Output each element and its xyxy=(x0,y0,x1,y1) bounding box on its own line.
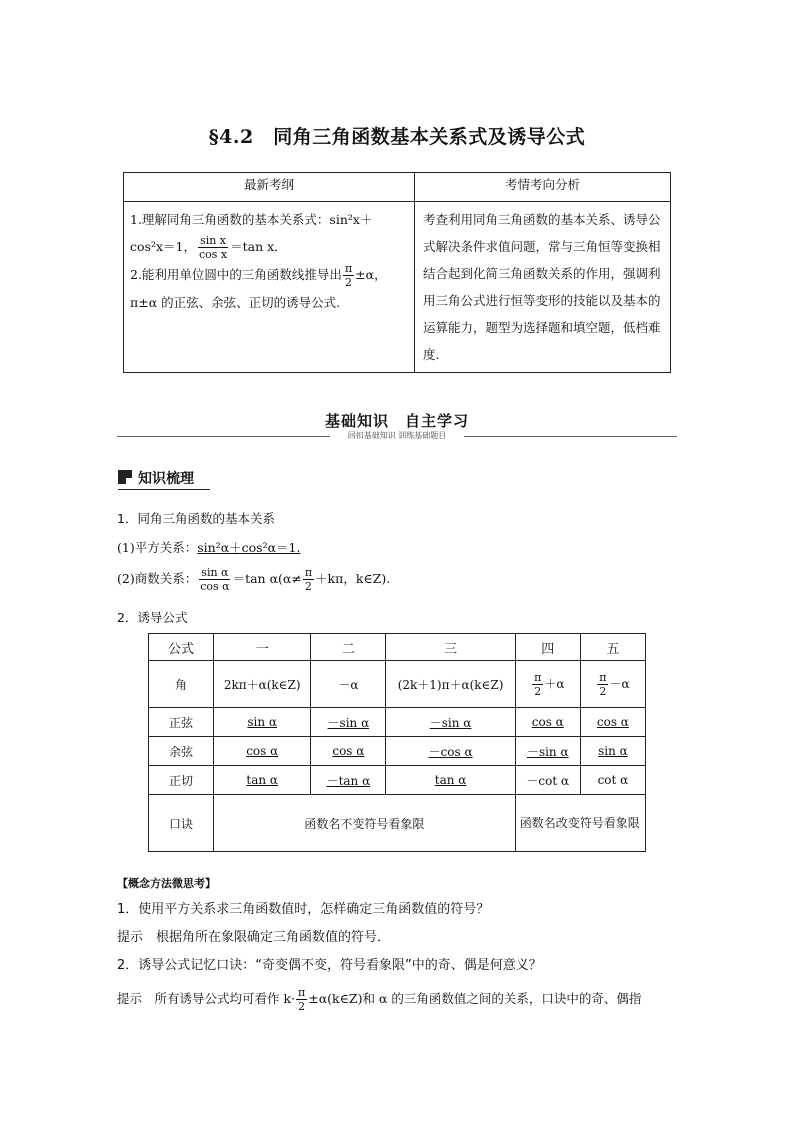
angle-cell: －α xyxy=(311,661,386,708)
value-cell: －cot α xyxy=(515,766,580,795)
value-cell: －cos α xyxy=(386,737,515,766)
knowledge-underline xyxy=(118,489,210,490)
value-cell: sin α xyxy=(214,708,311,737)
outline-right-cell: 考查利用同角三角函数的基本关系、诱导公式解决条件求值问题，常与三角恒等变换相结合起到化简三角函数关系的作用，强调利用三角公式进行恒等变形的技能以及基本的运算能力，题型为选择题和填空题，低档难度. xyxy=(415,202,671,373)
header-cell: 四 xyxy=(515,634,580,661)
row-label: 角 xyxy=(149,661,214,708)
row-label: 口诀 xyxy=(149,795,214,852)
answer-2: 提示 所有诱导公式均可看作 k· $\frac{\pi}{2}$ ±α(k∈Z)和 α 的三角函数值之间的关系，口诀中的奇、偶指 xyxy=(117,986,642,1013)
section-subtitle: 回扣基础知识 训练基础题目 xyxy=(330,430,464,441)
mnemonic-right: 函数名改变符号看象限 xyxy=(515,795,645,852)
outline-left-line1: 1.理解同角三角函数的基本关系式：sin²x＋ xyxy=(130,212,373,227)
angle-cell: 2kπ＋α(k∈Z) xyxy=(214,661,311,708)
outline-left-cell xyxy=(124,202,415,373)
header-cell: 公式 xyxy=(149,634,214,661)
answer-1: 提示 根据角所在象限确定三角函数值的符号． xyxy=(117,930,391,945)
value-cell: －sin α xyxy=(515,737,580,766)
value-cell: cos α xyxy=(311,737,386,766)
angle-cell: $\frac{\pi}{2}$ －α xyxy=(580,661,645,708)
fraction: $\frac{\pi}{2}$ xyxy=(298,986,306,1013)
value-cell: －sin α xyxy=(386,708,515,737)
angle-cell: $\frac{\pi}{2}$ ＋α xyxy=(515,661,580,708)
page-title: §4.2 同角三角函数基本关系式及诱导公式 xyxy=(208,126,586,148)
outline-left-line3: 2.能利用单位圆中的三角函数线推导出 $\frac{\pi}{2}$ ±α， xyxy=(130,262,387,289)
fraction: $\frac{\pi}{2}$ xyxy=(344,262,353,289)
mnemonic-left: 函数名不变符号看象限 xyxy=(214,795,516,852)
header-cell: 二 xyxy=(311,634,386,661)
value-cell: cos α xyxy=(515,708,580,737)
think-title: 【概念方法微思考】 xyxy=(117,877,216,890)
outline-left-header: 最新考纲 xyxy=(124,173,415,202)
section-square-icon xyxy=(118,470,132,484)
knowledge-title: 知识梳理 xyxy=(138,471,194,487)
outline-left-line2: cos²x＝1， $\frac{\text{sin x}}{\text{cos x}}$ ＝tan x． xyxy=(130,234,287,261)
fraction: $\frac{\text{sin x}}{\text{cos x}}$ xyxy=(198,234,228,261)
item1-1: (1)平方关系：sin²α＋cos²α＝1. xyxy=(117,540,301,555)
item1-title: 1．同角三角函数的基本关系 xyxy=(117,511,275,526)
value-cell: －tan α xyxy=(311,766,386,795)
exam-outline-table xyxy=(123,172,671,373)
value-cell: cos α xyxy=(214,737,311,766)
row-label: 正切 xyxy=(149,766,214,795)
header-cell: 一 xyxy=(214,634,311,661)
value-cell: cot α xyxy=(580,766,645,795)
value-cell: tan α xyxy=(214,766,311,795)
value-cell: sin α xyxy=(580,737,645,766)
header-cell: 五 xyxy=(580,634,645,661)
square-relation: sin²α＋cos²α＝1. xyxy=(197,540,301,555)
value-cell: tan α xyxy=(386,766,515,795)
angle-cell: (2k＋1)π＋α(k∈Z) xyxy=(386,661,515,708)
section-heading: 基础知识 自主学习 xyxy=(324,412,469,430)
question-1: 1．使用平方关系求三角函数值时，怎样确定三角函数值的符号？ xyxy=(117,902,490,917)
item2-title: 2．诱导公式 xyxy=(117,610,188,625)
value-cell: cos α xyxy=(580,708,645,737)
question-2: 2．诱导公式记忆口诀：“奇变偶不变，符号看象限”中的奇、偶是何意义？ xyxy=(117,958,542,973)
row-label: 正弦 xyxy=(149,708,214,737)
value-cell: －sin α xyxy=(311,708,386,737)
item1-2: (2)商数关系： $\frac{\text{sin α}}{\text{cos α}}$ ＝tan α(α≠ $\frac{\pi}{2}$ ＋kπ，k∈Z). xyxy=(117,566,391,593)
header-cell: 三 xyxy=(386,634,515,661)
outline-right-header: 考情考向分析 xyxy=(415,173,671,202)
outline-left-line4: π±α 的正弦、余弦、正切的诱导公式. xyxy=(130,295,341,310)
fraction: $\frac{\pi}{2}$ xyxy=(304,566,313,593)
induction-formula-table xyxy=(148,633,646,852)
row-label: 余弦 xyxy=(149,737,214,766)
fraction: $\frac{\text{sin α}}{\text{cos α}}$ xyxy=(200,566,230,593)
